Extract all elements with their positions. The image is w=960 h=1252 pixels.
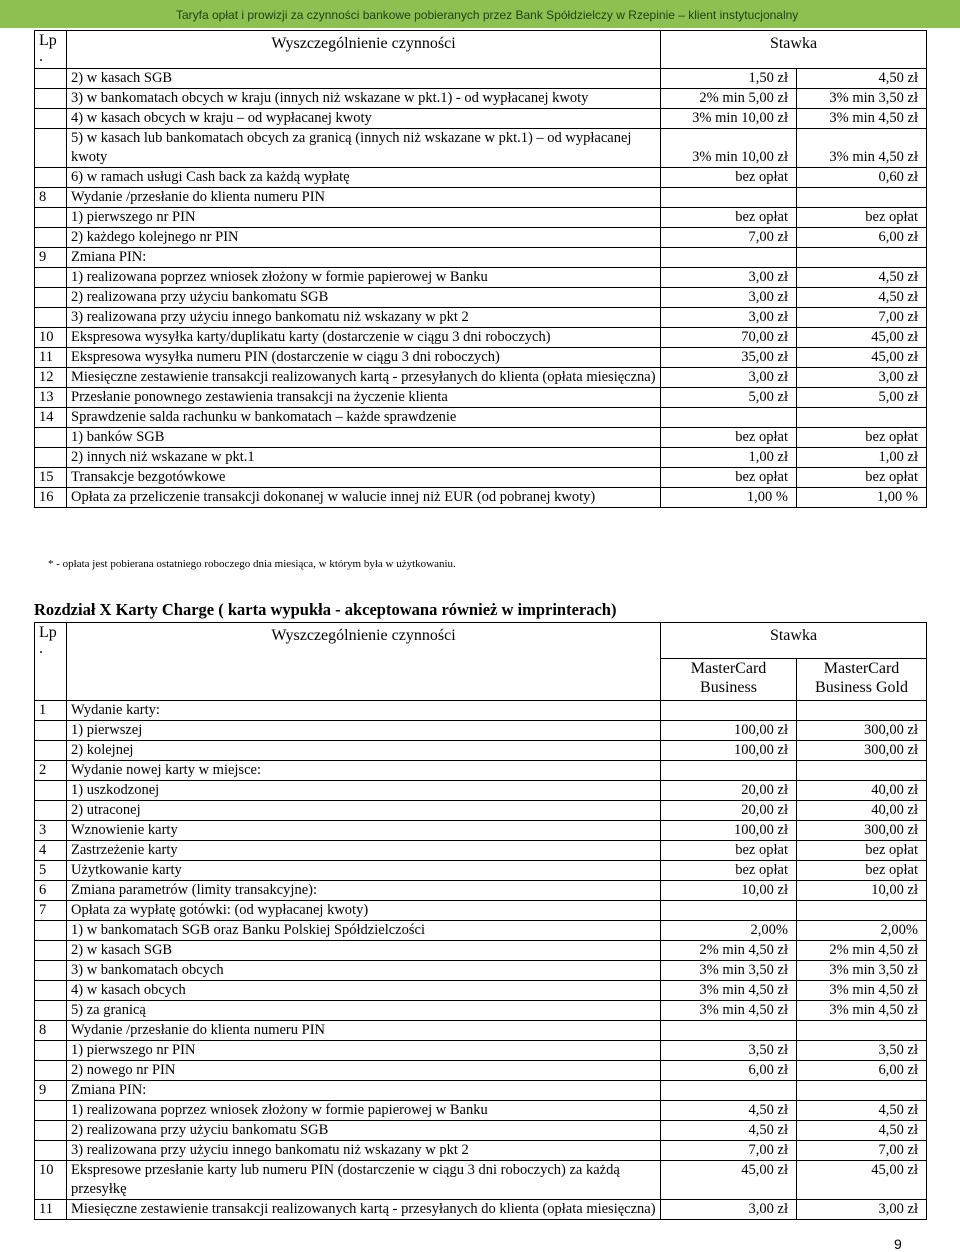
row-lp: 15 bbox=[35, 468, 67, 488]
row-lp bbox=[35, 89, 67, 109]
row-rate-1 bbox=[661, 761, 797, 781]
row-rate-2: 0,60 zł bbox=[797, 168, 927, 188]
row-rate-1 bbox=[661, 188, 797, 208]
row-rate-1: 3,00 zł bbox=[661, 1200, 797, 1220]
row-rate-1: 4,50 zł bbox=[661, 1101, 797, 1121]
row-rate-2: 5,00 zł bbox=[797, 388, 927, 408]
row-rate-2: 2% min 4,50 zł bbox=[797, 941, 927, 961]
table-body bbox=[35, 69, 927, 508]
row-rate-2 bbox=[797, 248, 927, 268]
row-lp bbox=[35, 721, 67, 741]
row-rate-1 bbox=[661, 1081, 797, 1101]
row-lp: 14 bbox=[35, 408, 67, 428]
table-row bbox=[35, 288, 927, 308]
row-lp bbox=[35, 801, 67, 821]
row-description: 2) w kasach SGB bbox=[67, 941, 661, 961]
row-description: Miesięczne zestawienie transakcji realizowanych kartą - przesyłanych do klienta (opłata miesięczna) bbox=[67, 368, 661, 388]
row-rate-2 bbox=[797, 701, 927, 721]
col-mastercard-business: MasterCard Business bbox=[661, 659, 797, 701]
row-rate-1 bbox=[661, 1021, 797, 1041]
row-description: Zmiana PIN: bbox=[67, 1081, 661, 1101]
table-row bbox=[35, 1041, 927, 1061]
row-description: Zastrzeżenie karty bbox=[67, 841, 661, 861]
table-row bbox=[35, 1200, 927, 1220]
row-description: 2) kolejnej bbox=[67, 741, 661, 761]
table-row bbox=[35, 941, 927, 961]
row-rate-1: 3,50 zł bbox=[661, 1041, 797, 1061]
row-rate-1: 1,00 zł bbox=[661, 448, 797, 468]
table-row bbox=[35, 248, 927, 268]
row-description: 1) pierwszego nr PIN bbox=[67, 1041, 661, 1061]
row-rate-1: 7,00 zł bbox=[661, 1141, 797, 1161]
row-rate-2: 4,50 zł bbox=[797, 288, 927, 308]
row-rate-2: 4,50 zł bbox=[797, 1121, 927, 1141]
row-lp: 12 bbox=[35, 368, 67, 388]
row-lp: 5 bbox=[35, 861, 67, 881]
row-rate-1 bbox=[661, 408, 797, 428]
row-description: Sprawdzenie salda rachunku w bankomatach – każde sprawdzenie bbox=[67, 408, 661, 428]
row-rate-2: 40,00 zł bbox=[797, 781, 927, 801]
row-rate-2: 3% min 4,50 zł bbox=[797, 109, 927, 129]
table-row bbox=[35, 801, 927, 821]
row-rate-1: bez opłat bbox=[661, 468, 797, 488]
row-rate-2: 1,00 zł bbox=[797, 448, 927, 468]
row-rate-1: 2,00% bbox=[661, 921, 797, 941]
row-rate-1: 3,00 zł bbox=[661, 268, 797, 288]
table-row bbox=[35, 428, 927, 448]
row-lp bbox=[35, 1141, 67, 1161]
row-rate-2: 4,50 zł bbox=[797, 1101, 927, 1121]
row-lp bbox=[35, 1041, 67, 1061]
row-description: 4) w kasach obcych w kraju – od wypłacanej kwoty bbox=[67, 109, 661, 129]
row-description: 2) każdego kolejnego nr PIN bbox=[67, 228, 661, 248]
table-row bbox=[35, 129, 927, 168]
table-row bbox=[35, 328, 927, 348]
table-row bbox=[35, 368, 927, 388]
row-description: 3) w bankomatach obcych bbox=[67, 961, 661, 981]
row-rate-1: 4,50 zł bbox=[661, 1121, 797, 1141]
col-rate-header: Stawka bbox=[661, 31, 927, 69]
row-rate-2: 7,00 zł bbox=[797, 308, 927, 328]
row-lp bbox=[35, 448, 67, 468]
row-rate-2: 45,00 zł bbox=[797, 348, 927, 368]
row-lp: 2 bbox=[35, 761, 67, 781]
row-rate-1: 2% min 5,00 zł bbox=[661, 89, 797, 109]
header-title: Taryfa opłat i prowizji za czynności bankowe pobieranych przez Bank Spółdzielczy w Rzepinie – klient instytucjonalny bbox=[176, 8, 799, 22]
row-rate-1: 3% min 4,50 zł bbox=[661, 1001, 797, 1021]
table-row bbox=[35, 841, 927, 861]
table-row bbox=[35, 1161, 927, 1200]
row-lp bbox=[35, 941, 67, 961]
row-rate-1 bbox=[661, 901, 797, 921]
row-description: Zmiana PIN: bbox=[67, 248, 661, 268]
row-rate-1: 3% min 10,00 zł bbox=[661, 109, 797, 129]
table-row bbox=[35, 109, 927, 129]
row-rate-1: 7,00 zł bbox=[661, 228, 797, 248]
table-row bbox=[35, 781, 927, 801]
row-lp: 8 bbox=[35, 188, 67, 208]
row-lp: 1 bbox=[35, 701, 67, 721]
row-rate-2: 300,00 zł bbox=[797, 721, 927, 741]
table-row bbox=[35, 821, 927, 841]
table-row bbox=[35, 89, 927, 109]
row-lp: 7 bbox=[35, 901, 67, 921]
table-row bbox=[35, 741, 927, 761]
table-row bbox=[35, 761, 927, 781]
row-description: Przesłanie ponownego zestawienia transakcji na życzenie klienta bbox=[67, 388, 661, 408]
row-rate-2: 300,00 zł bbox=[797, 821, 927, 841]
row-description: 2) w kasach SGB bbox=[67, 69, 661, 89]
row-rate-2: 4,50 zł bbox=[797, 69, 927, 89]
row-rate-2: 45,00 zł bbox=[797, 1161, 927, 1200]
row-lp bbox=[35, 981, 67, 1001]
row-description: 1) banków SGB bbox=[67, 428, 661, 448]
row-description: Wydanie /przesłanie do klienta numeru PIN bbox=[67, 188, 661, 208]
row-rate-1: 10,00 zł bbox=[661, 881, 797, 901]
row-rate-2: 3% min 4,50 zł bbox=[797, 1001, 927, 1021]
table-row bbox=[35, 721, 927, 741]
row-description: Miesięczne zestawienie transakcji realizowanych kartą - przesyłanych do klienta (opłata miesięczna) bbox=[67, 1200, 661, 1220]
row-rate-1: 70,00 zł bbox=[661, 328, 797, 348]
row-rate-1: 100,00 zł bbox=[661, 741, 797, 761]
table-row bbox=[35, 1121, 927, 1141]
row-rate-2: bez opłat bbox=[797, 861, 927, 881]
fees-table-charge-cards bbox=[34, 622, 927, 1220]
row-rate-2: 40,00 zł bbox=[797, 801, 927, 821]
row-rate-1: 1,00 % bbox=[661, 488, 797, 508]
row-rate-1 bbox=[661, 701, 797, 721]
header-bar bbox=[0, 0, 960, 28]
row-lp bbox=[35, 1061, 67, 1081]
table-row bbox=[35, 388, 927, 408]
row-description: 3) w bankomatach obcych w kraju (innych niż wskazane w pkt.1) - od wypłacanej kwoty bbox=[67, 89, 661, 109]
row-rate-1: 3% min 10,00 zł bbox=[661, 129, 797, 168]
row-rate-1: 20,00 zł bbox=[661, 801, 797, 821]
row-rate-2: 3% min 3,50 zł bbox=[797, 961, 927, 981]
row-description: Transakcje bezgotówkowe bbox=[67, 468, 661, 488]
row-rate-2: bez opłat bbox=[797, 428, 927, 448]
row-lp bbox=[35, 1101, 67, 1121]
row-lp: 10 bbox=[35, 1161, 67, 1200]
row-rate-2: 6,00 zł bbox=[797, 1061, 927, 1081]
row-rate-1: 3% min 3,50 zł bbox=[661, 961, 797, 981]
table-row bbox=[35, 921, 927, 941]
row-rate-2: 3% min 4,50 zł bbox=[797, 129, 927, 168]
row-rate-2: bez opłat bbox=[797, 841, 927, 861]
row-description: Ekspresowa wysyłka numeru PIN (dostarczenie w ciągu 3 dni roboczych) bbox=[67, 348, 661, 368]
row-description: 3) realizowana przy użyciu innego bankomatu niż wskazany w pkt 2 bbox=[67, 1141, 661, 1161]
row-lp: 10 bbox=[35, 328, 67, 348]
row-description: Zmiana parametrów (limity transakcyjne): bbox=[67, 881, 661, 901]
table-row bbox=[35, 468, 927, 488]
row-description: 2) realizowana przy użyciu bankomatu SGB bbox=[67, 288, 661, 308]
row-rate-1 bbox=[661, 248, 797, 268]
row-lp: 6 bbox=[35, 881, 67, 901]
row-lp bbox=[35, 308, 67, 328]
row-rate-1: 100,00 zł bbox=[661, 721, 797, 741]
table-row bbox=[35, 188, 927, 208]
row-description: 5) w kasach lub bankomatach obcych za granicą (innych niż wskazane w pkt.1) – od wypłacanej kwoty bbox=[67, 129, 661, 168]
table-row bbox=[35, 69, 927, 89]
table-header-row bbox=[35, 31, 927, 69]
row-description: 1) pierwszej bbox=[67, 721, 661, 741]
row-rate-2: 3% min 3,50 zł bbox=[797, 89, 927, 109]
row-lp: 11 bbox=[35, 1200, 67, 1220]
row-description: 2) nowego nr PIN bbox=[67, 1061, 661, 1081]
fees-table-cards bbox=[34, 30, 927, 508]
row-rate-2: 3% min 4,50 zł bbox=[797, 981, 927, 1001]
row-description: 2) innych niż wskazane w pkt.1 bbox=[67, 448, 661, 468]
row-rate-2: 1,00 % bbox=[797, 488, 927, 508]
table-row bbox=[35, 228, 927, 248]
table-row bbox=[35, 308, 927, 328]
row-rate-2: bez opłat bbox=[797, 208, 927, 228]
row-lp bbox=[35, 428, 67, 448]
row-description: Opłata za przeliczenie transakcji dokonanej w walucie innej niż EUR (od pobranej kwoty) bbox=[67, 488, 661, 508]
row-rate-1: 3,00 zł bbox=[661, 368, 797, 388]
row-lp bbox=[35, 268, 67, 288]
row-lp bbox=[35, 781, 67, 801]
table-row bbox=[35, 1081, 927, 1101]
row-description: 4) w kasach obcych bbox=[67, 981, 661, 1001]
row-lp bbox=[35, 208, 67, 228]
row-rate-2: 3,00 zł bbox=[797, 1200, 927, 1220]
table-row bbox=[35, 268, 927, 288]
row-rate-1: 6,00 zł bbox=[661, 1061, 797, 1081]
table-row bbox=[35, 1101, 927, 1121]
row-lp bbox=[35, 961, 67, 981]
table-row bbox=[35, 448, 927, 468]
row-rate-2 bbox=[797, 1081, 927, 1101]
table-row bbox=[35, 1001, 927, 1021]
row-rate-2 bbox=[797, 1021, 927, 1041]
row-rate-1: bez opłat bbox=[661, 168, 797, 188]
row-description: 2) realizowana przy użyciu bankomatu SGB bbox=[67, 1121, 661, 1141]
table-row bbox=[35, 408, 927, 428]
row-rate-1: 3% min 4,50 zł bbox=[661, 981, 797, 1001]
page-number: 9 bbox=[894, 1236, 902, 1252]
table-row bbox=[35, 861, 927, 881]
row-description: 5) za granicą bbox=[67, 1001, 661, 1021]
row-rate-2: 7,00 zł bbox=[797, 1141, 927, 1161]
row-rate-1: 3,00 zł bbox=[661, 288, 797, 308]
row-rate-1: 1,50 zł bbox=[661, 69, 797, 89]
table-row bbox=[35, 961, 927, 981]
row-lp: 13 bbox=[35, 388, 67, 408]
table-row bbox=[35, 981, 927, 1001]
row-rate-2 bbox=[797, 901, 927, 921]
row-rate-1: bez opłat bbox=[661, 841, 797, 861]
footnote: * - opłata jest pobierana ostatniego roboczego dnia miesiąca, w którym była w użytkowaniu. bbox=[48, 558, 456, 570]
table-body bbox=[35, 701, 927, 1220]
table-header-row bbox=[35, 623, 927, 659]
row-rate-2: 45,00 zł bbox=[797, 328, 927, 348]
row-rate-2: 10,00 zł bbox=[797, 881, 927, 901]
col-rate-header: Stawka bbox=[661, 623, 927, 659]
row-rate-1: 20,00 zł bbox=[661, 781, 797, 801]
col-desc-header: Wyszczególnienie czynności bbox=[67, 623, 661, 701]
row-rate-2: 300,00 zł bbox=[797, 741, 927, 761]
row-description: 6) w ramach usługi Cash back za każdą wypłatę bbox=[67, 168, 661, 188]
row-rate-1: 35,00 zł bbox=[661, 348, 797, 368]
row-rate-2: 4,50 zł bbox=[797, 268, 927, 288]
row-lp bbox=[35, 921, 67, 941]
table-row bbox=[35, 901, 927, 921]
row-lp: 3 bbox=[35, 821, 67, 841]
row-rate-2: bez opłat bbox=[797, 468, 927, 488]
row-lp bbox=[35, 109, 67, 129]
row-rate-1: 5,00 zł bbox=[661, 388, 797, 408]
row-description: Wznowienie karty bbox=[67, 821, 661, 841]
row-rate-2: 6,00 zł bbox=[797, 228, 927, 248]
row-rate-1: bez opłat bbox=[661, 428, 797, 448]
table-row bbox=[35, 208, 927, 228]
row-description: Wydanie /przesłanie do klienta numeru PIN bbox=[67, 1021, 661, 1041]
row-rate-2: 2,00% bbox=[797, 921, 927, 941]
row-lp: 4 bbox=[35, 841, 67, 861]
table-row bbox=[35, 168, 927, 188]
row-description: Ekspresowa wysyłka karty/duplikatu karty (dostarczenie w ciągu 3 dni roboczych) bbox=[67, 328, 661, 348]
row-lp: 8 bbox=[35, 1021, 67, 1041]
table-row bbox=[35, 1061, 927, 1081]
row-lp bbox=[35, 69, 67, 89]
row-description: Wydanie nowej karty w miejsce: bbox=[67, 761, 661, 781]
row-lp: 9 bbox=[35, 1081, 67, 1101]
table-row bbox=[35, 1021, 927, 1041]
row-lp bbox=[35, 288, 67, 308]
row-description: 1) realizowana poprzez wniosek złożony w formie papierowej w Banku bbox=[67, 1101, 661, 1121]
row-rate-1: bez opłat bbox=[661, 861, 797, 881]
col-mastercard-business-gold: MasterCard Business Gold bbox=[797, 659, 927, 701]
row-lp bbox=[35, 741, 67, 761]
row-rate-1: 45,00 zł bbox=[661, 1161, 797, 1200]
row-rate-2 bbox=[797, 408, 927, 428]
row-lp: 9 bbox=[35, 248, 67, 268]
row-description: 1) realizowana poprzez wniosek złożony w formie papierowej w Banku bbox=[67, 268, 661, 288]
row-lp: 16 bbox=[35, 488, 67, 508]
table-row bbox=[35, 701, 927, 721]
row-description: 1) uszkodzonej bbox=[67, 781, 661, 801]
col-lp-header: Lp . bbox=[35, 31, 67, 69]
row-description: 3) realizowana przy użyciu innego bankomatu niż wskazany w pkt 2 bbox=[67, 308, 661, 328]
row-rate-1: 3,00 zł bbox=[661, 308, 797, 328]
row-description: Wydanie karty: bbox=[67, 701, 661, 721]
row-lp bbox=[35, 228, 67, 248]
row-lp bbox=[35, 129, 67, 168]
row-description: Ekspresowe przesłanie karty lub numeru PIN (dostarczenie w ciągu 3 dni roboczych) za każdą przesyłkę bbox=[67, 1161, 661, 1200]
row-rate-2: 3,50 zł bbox=[797, 1041, 927, 1061]
col-lp-header: Lp . bbox=[35, 623, 67, 701]
col-desc-header: Wyszczególnienie czynności bbox=[67, 31, 661, 69]
row-description: 1) w bankomatach SGB oraz Banku Polskiej Spółdzielczości bbox=[67, 921, 661, 941]
row-rate-1: 100,00 zł bbox=[661, 821, 797, 841]
row-rate-1: bez opłat bbox=[661, 208, 797, 228]
row-rate-2 bbox=[797, 188, 927, 208]
row-lp: 11 bbox=[35, 348, 67, 368]
row-rate-2 bbox=[797, 761, 927, 781]
row-description: 2) utraconej bbox=[67, 801, 661, 821]
section-title: Rozdział X Karty Charge ( karta wypukła - akceptowana również w imprinterach) bbox=[34, 600, 617, 619]
row-lp bbox=[35, 168, 67, 188]
row-description: 1) pierwszego nr PIN bbox=[67, 208, 661, 228]
table-row bbox=[35, 881, 927, 901]
table-row bbox=[35, 1141, 927, 1161]
row-rate-2: 3,00 zł bbox=[797, 368, 927, 388]
table-row bbox=[35, 488, 927, 508]
table-row bbox=[35, 348, 927, 368]
row-lp bbox=[35, 1121, 67, 1141]
row-description: Opłata za wypłatę gotówki: (od wypłacanej kwoty) bbox=[67, 901, 661, 921]
row-lp bbox=[35, 1001, 67, 1021]
row-rate-1: 2% min 4,50 zł bbox=[661, 941, 797, 961]
row-description: Użytkowanie karty bbox=[67, 861, 661, 881]
